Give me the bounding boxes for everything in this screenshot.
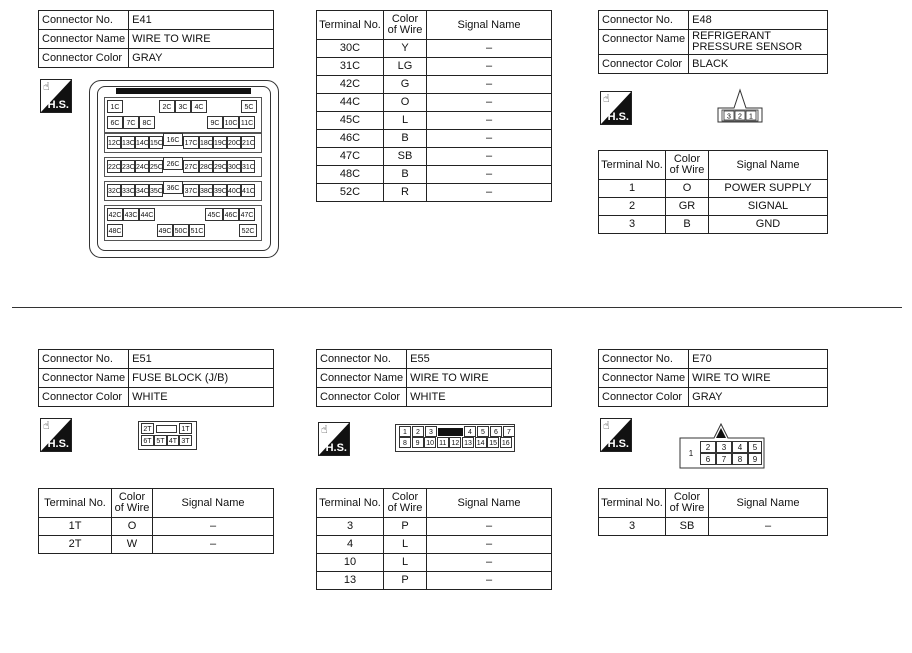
table-cell: 10 (317, 554, 384, 572)
hand-icon: ☝ (603, 93, 610, 105)
table-row (317, 518, 552, 536)
value: WIRE TO WIRE (407, 369, 552, 388)
hs-icon (318, 422, 350, 456)
table-cell: – (153, 518, 274, 536)
cavity-label: 18C (199, 136, 213, 149)
label: Connector Name (39, 30, 129, 49)
pin-label: 6 (700, 453, 716, 465)
header: Terminal No. (39, 489, 112, 518)
table-cell: 1T (39, 518, 112, 536)
cavity-label: 20C (227, 136, 241, 149)
pin-label: 13 (462, 437, 474, 448)
cavity-label: 38C (199, 184, 213, 197)
pin-label: 2T (141, 423, 154, 434)
table-cell: B (666, 216, 709, 234)
header: Terminal No. (599, 151, 666, 180)
value: WIRE TO WIRE (129, 30, 274, 49)
table-row (317, 166, 552, 184)
cavity-label: 36C (163, 181, 183, 194)
cavity-label: 31C (241, 160, 255, 173)
label: Connector Name (599, 369, 689, 388)
table-row (599, 216, 828, 234)
hand-icon: ☝ (321, 424, 328, 436)
cavity-label: 1C (107, 100, 123, 113)
label: Connector Color (39, 49, 129, 68)
table-row (317, 76, 552, 94)
table-cell: – (427, 58, 552, 76)
pin-label: 6 (490, 426, 502, 437)
cavity-label: 10C (223, 116, 239, 129)
table-cell: 44C (317, 94, 384, 112)
header: Terminal No. (317, 489, 384, 518)
label: Connector No. (39, 350, 129, 369)
cavity-label: 26C (163, 157, 183, 170)
label: Connector Name (599, 30, 689, 55)
table-cell: GR (666, 198, 709, 216)
table-cell: R (384, 184, 427, 202)
value: FUSE BLOCK (J/B) (129, 369, 274, 388)
e70-info-table (598, 349, 828, 407)
e55-key (438, 428, 463, 436)
cavity-label: 3C (175, 100, 191, 113)
table-row (317, 130, 552, 148)
table-cell: B (384, 166, 427, 184)
header: Signal Name (709, 151, 828, 180)
e55-connector-face (395, 424, 515, 452)
table-row (317, 40, 552, 58)
cavity-label: 44C (139, 208, 155, 221)
table-cell: – (427, 518, 552, 536)
label: Connector Color (317, 388, 407, 407)
hs-icon (40, 418, 72, 452)
pin-label: 2 (738, 113, 742, 121)
cavity-label: 48C (107, 224, 123, 237)
table-cell: – (427, 40, 552, 58)
e70-connector-face (678, 422, 768, 470)
pin-label: 4 (732, 441, 748, 453)
value: GRAY (689, 388, 828, 407)
pin-label: 11 (437, 437, 449, 448)
table-cell: 30C (317, 40, 384, 58)
e51-info-table (38, 349, 274, 407)
pin-label: 5 (477, 426, 489, 437)
label: Connector Color (599, 55, 689, 74)
pin-label: 5T (154, 435, 167, 446)
pin-label: 6T (141, 435, 154, 446)
table-row (599, 180, 828, 198)
label: Connector Color (39, 388, 129, 407)
label: Connector No. (317, 350, 407, 369)
value: WHITE (129, 388, 274, 407)
table-cell: P (384, 518, 427, 536)
table-cell: 13 (317, 572, 384, 590)
cavity-label: 15C (149, 136, 163, 149)
table-cell: SB (666, 518, 709, 536)
pin-label: 16 (500, 437, 512, 448)
table-row (317, 58, 552, 76)
cavity-label: 46C (223, 208, 239, 221)
table-row (39, 518, 274, 536)
table-row (317, 112, 552, 130)
value: E55 (407, 350, 552, 369)
header: Terminal No. (317, 11, 384, 40)
hs-label: H.S. (607, 438, 629, 450)
cavity-label: 16C (163, 133, 183, 146)
table-row (599, 198, 828, 216)
table-row (317, 94, 552, 112)
table-cell: Y (384, 40, 427, 58)
value: WIRE TO WIRE (689, 369, 828, 388)
value: E48 (689, 11, 828, 30)
cavity-label: 21C (241, 136, 255, 149)
table-cell: 2T (39, 536, 112, 554)
table-cell: – (427, 166, 552, 184)
hand-icon: ☝ (603, 420, 610, 432)
table-cell: 48C (317, 166, 384, 184)
table-cell: – (427, 76, 552, 94)
table-cell: 47C (317, 148, 384, 166)
cavity-label: 23C (121, 160, 135, 173)
pin-label: 8 (732, 453, 748, 465)
cavity-label: 27C (183, 160, 199, 173)
header: Color of Wire (112, 489, 153, 518)
table-cell: L (384, 112, 427, 130)
cavity-label: 33C (121, 184, 135, 197)
pin-label: 1 (399, 426, 411, 437)
cavity-label: 12C (107, 136, 121, 149)
table-row (599, 518, 828, 536)
pin-label: 2 (412, 426, 424, 437)
cavity-label: 6C (107, 116, 123, 129)
pin-label: 1T (179, 423, 192, 434)
pin-label: 3 (716, 441, 732, 453)
value: E41 (129, 11, 274, 30)
table-cell: 45C (317, 112, 384, 130)
cavity-label: 4C (191, 100, 207, 113)
pin-label: 8 (399, 437, 411, 448)
table-cell: – (427, 554, 552, 572)
cavity-label: 43C (123, 208, 139, 221)
table-cell: – (153, 536, 274, 554)
cavity-label: 25C (149, 160, 163, 173)
pin-label: 3 (727, 113, 731, 121)
table-cell: O (384, 94, 427, 112)
header: Terminal No. (599, 489, 666, 518)
table-row (317, 554, 552, 572)
e48-info-table (598, 10, 828, 74)
pin-label: 7 (716, 453, 732, 465)
value: GRAY (129, 49, 274, 68)
e55-terminal-table (316, 488, 552, 590)
e48-connector-face (714, 86, 766, 126)
header: Signal Name (427, 489, 552, 518)
pin-label: 4 (464, 426, 476, 437)
table-cell: LG (384, 58, 427, 76)
e48-terminal-table (598, 150, 828, 234)
cavity-label: 5C (241, 100, 257, 113)
cavity-label: 13C (121, 136, 135, 149)
cavity-label: 34C (135, 184, 149, 197)
header: Signal Name (427, 11, 552, 40)
hs-label: H.S. (607, 111, 629, 123)
table-cell: 3 (317, 518, 384, 536)
table-cell: 46C (317, 130, 384, 148)
e70-terminal-table (598, 488, 828, 536)
pin-label: 14 (475, 437, 487, 448)
hs-icon (600, 91, 632, 125)
table-cell: SB (384, 148, 427, 166)
pin-label: 15 (487, 437, 499, 448)
pin-label: 2 (700, 441, 716, 453)
cavity-label: 40C (227, 184, 241, 197)
table-row (39, 536, 274, 554)
pin-label: 9 (748, 453, 762, 465)
table-cell: B (384, 130, 427, 148)
e55-info-table (316, 349, 552, 407)
table-cell: O (666, 180, 709, 198)
table-cell: – (427, 536, 552, 554)
table-cell: 31C (317, 58, 384, 76)
value: E51 (129, 350, 274, 369)
e51-connector-face (138, 421, 197, 450)
label: Connector No. (599, 11, 689, 30)
cavity-label: 9C (207, 116, 223, 129)
cavity-label: 41C (241, 184, 255, 197)
cavity-label: 51C (189, 224, 205, 237)
label: Connector No. (599, 350, 689, 369)
pin-label: 1 (688, 449, 694, 458)
value: BLACK (689, 55, 828, 74)
table-cell: – (427, 94, 552, 112)
header: Signal Name (709, 489, 828, 518)
cavity-label: 45C (205, 208, 223, 221)
table-cell: W (112, 536, 153, 554)
pin-label: 5 (748, 441, 762, 453)
table-cell: GND (709, 216, 828, 234)
table-cell: 1 (599, 180, 666, 198)
table-cell: – (427, 112, 552, 130)
pin-label: 12 (449, 437, 461, 448)
label: Connector No. (39, 11, 129, 30)
table-row (317, 572, 552, 590)
cavity-label: 39C (213, 184, 227, 197)
label: Connector Name (317, 369, 407, 388)
hand-icon: ☝ (43, 81, 50, 93)
cavity-label: 8C (139, 116, 155, 129)
pin-label: 10 (424, 437, 436, 448)
table-cell: 3 (599, 216, 666, 234)
cavity-label: 17C (183, 136, 199, 149)
table-cell: – (709, 518, 828, 536)
pin-label: 3 (425, 426, 437, 437)
cavity-label: 35C (149, 184, 163, 197)
table-row (317, 184, 552, 202)
pin-label: 1 (749, 113, 753, 121)
header: Color of Wire (666, 151, 709, 180)
table-cell: 2 (599, 198, 666, 216)
hand-icon: ☝ (43, 420, 50, 432)
table-cell: SIGNAL (709, 198, 828, 216)
cavity-label: 30C (227, 160, 241, 173)
table-cell: POWER SUPPLY (709, 180, 828, 198)
table-row (317, 148, 552, 166)
cavity-label: 49C (157, 224, 173, 237)
table-cell: 52C (317, 184, 384, 202)
table-cell: L (384, 536, 427, 554)
cavity-label: 14C (135, 136, 149, 149)
cavity-label: 11C (239, 116, 255, 129)
pin-label: 7 (503, 426, 515, 437)
e41-info-table (38, 10, 274, 68)
value: E70 (689, 350, 828, 369)
table-cell: P (384, 572, 427, 590)
label: Connector Color (599, 388, 689, 407)
table-cell: – (427, 148, 552, 166)
cavity-label: 42C (107, 208, 123, 221)
label: Connector Name (39, 369, 129, 388)
pin-label: 3T (179, 435, 192, 446)
table-row (317, 536, 552, 554)
hs-label: H.S. (325, 442, 347, 454)
cavity-label: 28C (199, 160, 213, 173)
cavity-label: 50C (173, 224, 189, 237)
table-cell: – (427, 572, 552, 590)
cavity-label: 47C (239, 208, 255, 221)
hs-icon (600, 418, 632, 452)
e51-terminal-table (38, 488, 274, 554)
cavity-label: 52C (239, 224, 257, 237)
header: Color of Wire (384, 11, 427, 40)
cavity-label: 2C (159, 100, 175, 113)
header: Signal Name (153, 489, 274, 518)
hs-label: H.S. (47, 99, 69, 111)
hs-icon (40, 79, 72, 113)
cavity-label: 29C (213, 160, 227, 173)
table-cell: 42C (317, 76, 384, 94)
e41-terminal-table (316, 10, 552, 202)
hs-label: H.S. (47, 438, 69, 450)
cavity-label: 19C (213, 136, 227, 149)
header: Color of Wire (666, 489, 709, 518)
e51-key (156, 425, 177, 433)
header: Color of Wire (384, 489, 427, 518)
pin-label: 4T (167, 435, 179, 446)
cavity-label: 24C (135, 160, 149, 173)
cavity-label: 7C (123, 116, 139, 129)
table-cell: L (384, 554, 427, 572)
table-cell: O (112, 518, 153, 536)
table-cell: 4 (317, 536, 384, 554)
cavity-label: 32C (107, 184, 121, 197)
table-cell: 3 (599, 518, 666, 536)
value: WHITE (407, 388, 552, 407)
table-cell: G (384, 76, 427, 94)
pin-label: 9 (412, 437, 424, 448)
value: REFRIGERANT PRESSURE SENSOR (689, 30, 828, 55)
table-cell: – (427, 184, 552, 202)
cavity-label: 37C (183, 184, 199, 197)
section-divider (12, 307, 902, 308)
table-cell: – (427, 130, 552, 148)
cavity-label: 22C (107, 160, 121, 173)
e41-lock-bar (116, 88, 251, 94)
